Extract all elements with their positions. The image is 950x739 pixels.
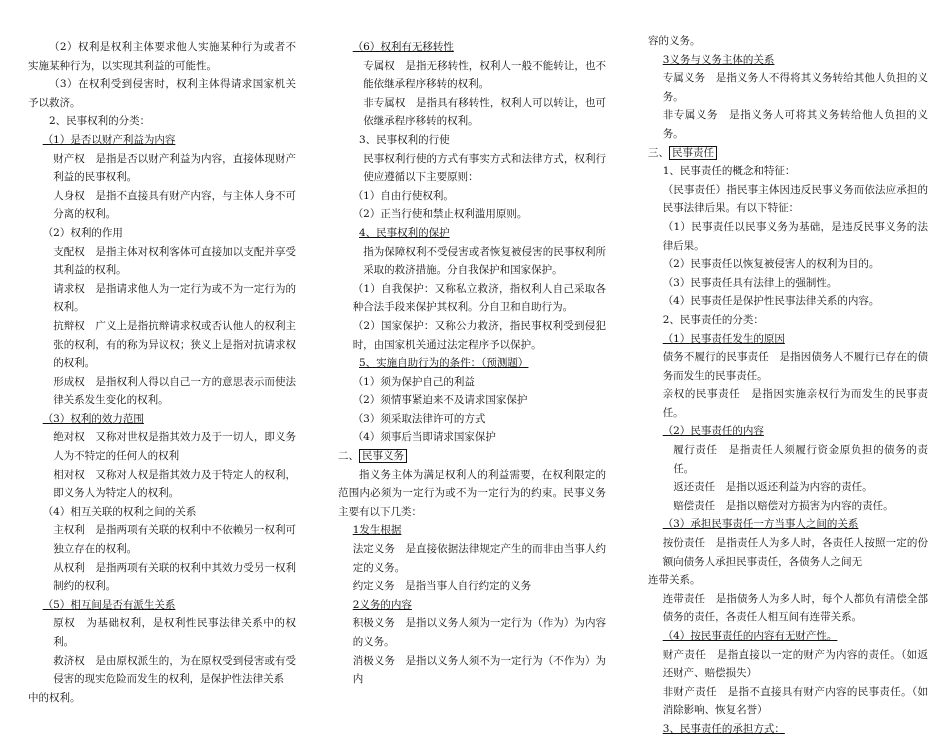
underlined-subheading: （4）按民事责任的内容有无财产性。 (662, 630, 838, 642)
paragraph: （2）须情事紧迫来不及请求国家保护 (352, 394, 528, 407)
paragraph (338, 521, 606, 540)
underlined-subheading: （5）相互间是否有派生关系 (42, 598, 176, 611)
paragraph: 从权利 是指两项有关联的权利中其效力受另一权利制约的权利。 (53, 561, 296, 593)
paragraph: 绝对权 又称对世权是指其效力及于一切人，即义务人为不特定的任何人的权利 (53, 431, 296, 463)
section-title-boxed: 民事责任 (669, 146, 717, 160)
paragraph: 法定义务 是直接依据法律规定产生的而非由当事人约定的义务。 (352, 543, 606, 574)
underlined-subheading: （3）权利的效力范围 (42, 412, 144, 425)
paragraph: （4）相互关联的权利之间的关系 (42, 505, 197, 518)
paragraph: （4）须事后当即请求国家保护 (352, 431, 496, 444)
paragraph: （2）权利的作用 (42, 226, 123, 239)
underlined-subheading: 3义务与义务主体的关系 (662, 53, 775, 66)
paragraph: 支配权 是指主体对权利客体可直接加以支配并享受其利益的权利。 (53, 245, 296, 277)
underlined-subheading: 4、民事权利的保护 (359, 226, 450, 239)
paragraph: 请求权 是指请求他人为一定行为或不为一定行为的权利。 (53, 282, 296, 314)
underlined-subheading: 3、民事责任的承担方式： (662, 722, 785, 735)
paragraph: 履行责任 是指责任人须履行资金原负担的债务的责任。 (673, 444, 928, 475)
section-heading (648, 144, 928, 163)
paragraph: 中的权利。 (28, 691, 81, 704)
paragraph (28, 131, 296, 150)
section-heading (338, 447, 606, 466)
paragraph: 相对权 又称对人权是指其效力及于特定人的权利，即义务人为特定人的权利。 (53, 468, 296, 500)
paragraph (648, 51, 928, 70)
underlined-subheading: 1发生根据 (352, 524, 402, 537)
paragraph: 积极义务 是指以义务人须为一定行为（作为）为内容的义务。 (352, 617, 606, 648)
paragraph: 专属权 是指无移转性，权利人一般不能转让，也不能依继承程序移转的权利。 (363, 59, 606, 91)
underlined-subheading: （6）权利有无移转性 (352, 41, 454, 53)
paragraph: （3）须采取法律许可的方式 (352, 412, 486, 425)
underlined-subheading: （1）是否以财产利益为内容 (42, 133, 176, 146)
paragraph: 指义务主体为满足权利人的利益需要，在权利限定的范围内必须为一定行为或不为一定行为的约束。民事义务主要有以下几类： (338, 468, 606, 518)
paragraph: 3、民事权利的行使 (359, 133, 450, 146)
paragraph: 连带责任 是指债务人为多人时，每个人都负有清偿全部债务的责任，各责任人相互间有连带关系。 (662, 592, 928, 624)
underlined-subheading: 5、实施自助行为的条件：（预测题） (359, 357, 529, 370)
paragraph: 容的义务。 (648, 35, 701, 47)
paragraph (338, 224, 606, 243)
paragraph: （民事责任）指民事主体因违反民事义务而依法应承担的民事法律后果。有以下特征： (662, 183, 928, 215)
paragraph (648, 330, 928, 349)
paragraph: 消极义务 是指以义务人须不为一定行为（不作为）为内 (352, 654, 606, 686)
paragraph: （4）民事责任是保护性民事法律关系的内容。 (662, 295, 880, 308)
text-column-left (28, 38, 296, 704)
paragraph: 财产权 是指是否以财产利益为内容，直接体现财产利益的民事权利。 (53, 152, 296, 184)
paragraph: （3）民事责任具有法律上的强制性。 (662, 276, 838, 289)
paragraph: 原权 为基础权利，是权利性民事法律关系中的权利。 (53, 617, 296, 648)
paragraph: 连带关系。 (648, 574, 701, 587)
paragraph (338, 596, 606, 615)
paragraph: 约定义务 是指当事人自行约定的义务 (352, 580, 532, 593)
paragraph: （3）在权利受到侵害时，权利主体得请求国家机关予以救济。 (28, 78, 296, 109)
paragraph: 专属义务 是指义务人不得将其义务转给其他人负担的义务。 (662, 72, 928, 103)
paragraph: 2、民事责任的分类： (662, 313, 764, 326)
paragraph: （2）正当行使和禁止权利滥用原则。 (352, 208, 528, 221)
paragraph: 主权利 是指两项有关联的权利中不依赖另一权利可独立存在的权利。 (53, 524, 296, 556)
section-title-boxed: 民事义务 (359, 449, 407, 463)
underlined-subheading: （2）民事责任的内容 (662, 425, 764, 438)
paragraph: 1、民事责任的概念和特征： (662, 165, 796, 178)
paragraph (28, 410, 296, 429)
paragraph: 赔偿责任 是指以赔偿对方损害为内容的责任。 (673, 499, 894, 512)
paragraph (338, 354, 606, 373)
paragraph: （2）权利是权利主体要求他人实施某种行为或者不实施某种行为，以实现其利益的可能性。 (28, 41, 296, 72)
paragraph: 按份责任 是指责任人为多人时，各责任人按照一定的份额向债务人承担民事责任，各债务人之间无 (662, 537, 928, 568)
paragraph: 亲权的民事责任 是指因实施亲权行为而发生的民事责任。 (662, 388, 928, 419)
underlined-subheading: （1）民事责任发生的原因 (662, 332, 785, 345)
paragraph (338, 38, 606, 57)
paragraph: 非专属权 是指具有移转性，权利人可以转让，也可依继承程序移转的权利。 (363, 96, 606, 128)
paragraph: 非专属义务 是指义务人可将其义务转给他人负担的义务。 (662, 109, 928, 140)
paragraph: 返还责任 是指以返还利益为内容的责任。 (673, 481, 873, 494)
paragraph: 债务不履行的民事责任 是指因债务人不履行已存在的债务而发生的民事责任。 (662, 351, 928, 382)
paragraph: （1）民事责任以民事义务为基础，是违反民事义务的法律后果。 (662, 220, 928, 252)
paragraph (648, 515, 928, 534)
paragraph: （1）自我保护：又称私立救济，指权利人自己采取各种合法手段来保护其权利。分自卫和自助行为。 (352, 282, 606, 314)
paragraph: （2）国家保护：又称公力救济，指民事权利受到侵犯时，由国家机关通过法定程序予以保护。 (352, 319, 606, 351)
paragraph: （1）须为保护自己的利益 (352, 375, 475, 388)
text-column-right (648, 32, 928, 735)
section-number: 三、 (648, 146, 669, 159)
paragraph: 人身权 是指不直接具有财产内容，与主体人身不可分离的权利。 (53, 189, 296, 221)
text-column-middle (338, 38, 606, 686)
underlined-subheading: （3）承担民事责任一方当事人之间的关系 (662, 518, 859, 531)
section-number: 二、 (338, 450, 359, 463)
paragraph: （1）自由行使权利。 (352, 189, 454, 202)
paragraph: 2、民事权利的分类： (49, 115, 151, 128)
paragraph: 救济权 是由原权派生的，为在原权受到侵害或有受侵害的现实危险而发生的权利，是保护性法律关系 (53, 654, 296, 686)
paragraph: （2）民事责任以恢复被侵害人的权利为目的。 (662, 258, 880, 271)
paragraph (648, 422, 928, 441)
paragraph: 抗辩权 广义上是指抗辩请求权或否认他人的权利主张的权利，有的称为异议权；狭义上是指对抗请求权的权利。 (53, 319, 296, 370)
underlined-subheading: 2义务的内容 (352, 598, 412, 611)
paragraph: 民事权利行使的方式有事实方式和法律方式，权利行使应遵循以下主要原则： (363, 152, 606, 184)
paragraph: 非财产责任 是指不直接具有财产内容的民事责任。（如消除影响、恢复名誉） (662, 685, 928, 717)
paragraph: 形成权 是指权利人得以自己一方的意思表示而使法律关系发生变化的权利。 (53, 375, 296, 407)
paragraph (648, 720, 928, 739)
paragraph (648, 627, 928, 646)
paragraph: 指为保障权利不受侵害或者恢复被侵害的民事权利所采取的救济措施。分自我保护和国家保护。 (363, 245, 606, 277)
paragraph (28, 596, 296, 615)
paragraph: 财产责任 是指直接以一定的财产为内容的责任。（如返还财产、赔偿损失） (662, 648, 928, 680)
